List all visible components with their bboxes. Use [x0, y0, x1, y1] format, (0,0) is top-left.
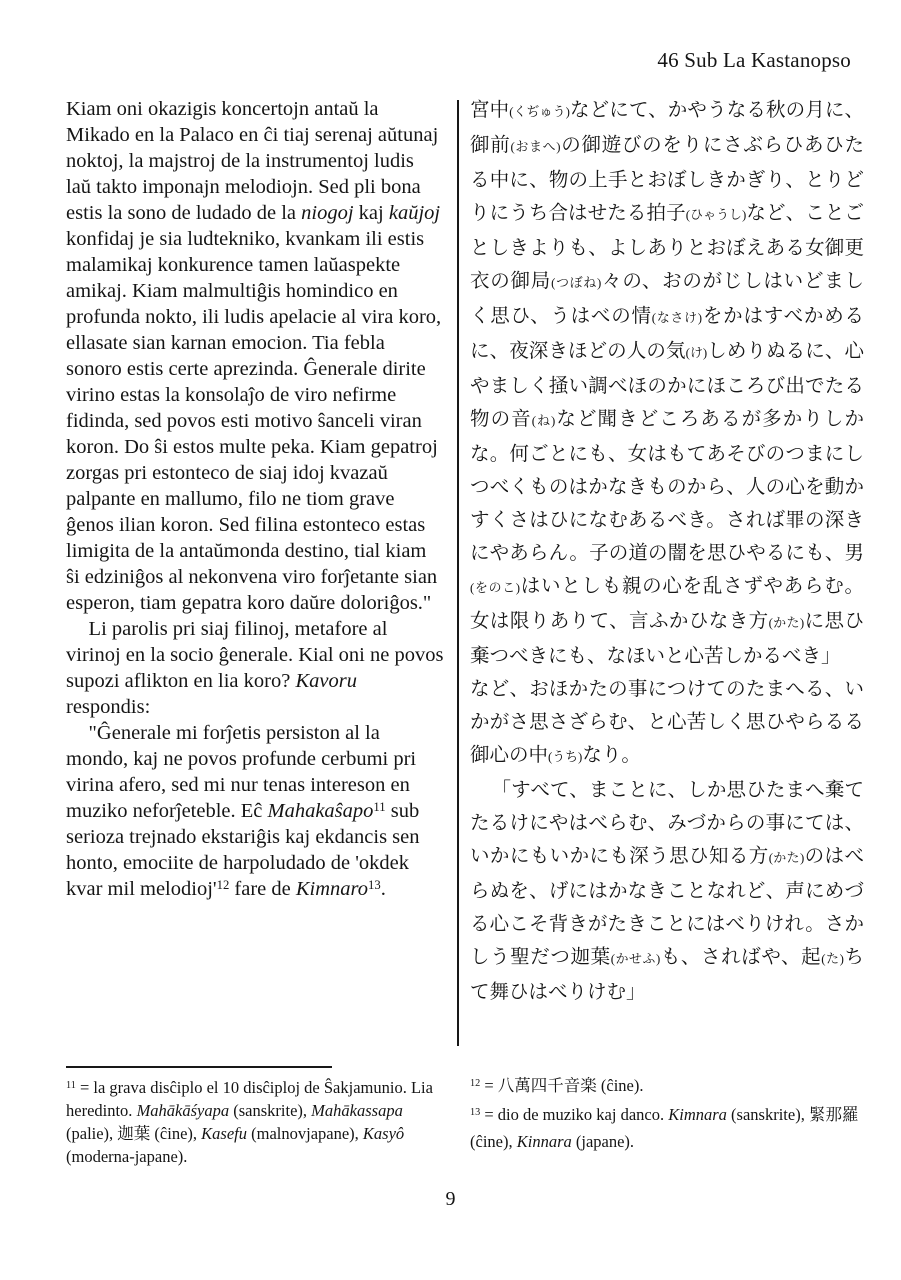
- paragraph: など、おほかたの事につけてのたまへる、いかがさ思さざらむ、と心苦しく思ひやらるる御心の中(うち)なり。: [470, 679, 864, 766]
- paragraph: 「すべて、まことに、しか思ひたまへ棄てたるけにやはべらむ、みづからの事にては、いかにもいかにも深う思ひ知る方(かた)のはべらぬを、げにはかなきことなれど、声にめづる心こそ背きがたきことにはべりけれ。さかしう聖だつ迦葉(かせふ)も、さればや、起(た)ちて舞ひはべりけむ」: [470, 780, 864, 1003]
- left-column-esperanto-text: [66, 96, 444, 902]
- paragraph: Kiam oni okazigis koncertojn antaŭ la Mikado en la Palaco en ĉi tiaj serenaj aŭtunaj noktoj, la majstroj de la instrumentoj ludis laŭ takto imponajn melodiojn. Sed pli bona estis la sono de ludado de la niogoj kaj kaŭjoj konfidaj je sia ludtekniko, kvankam ili estis malamikaj konkurence tamen laŭaspekte amikaj. Kiam malmultiĝis homindico en profunda nokto, ili ludis apelacie al vira koro, ellasate sian karnan emocion. Tia febla sonoro estis certe aprezinda. Ĝenerale dirite virino estas la konsolaĵo de viro nefirme fidinda, sed povos esti motivo ŝanceli viran koron. Do ŝi estos multe peka. Kiam gepatroj zorgas pri estonteco de siaj idoj kvazaŭ palpante en mallumo, filo ne tiom grave ĝenos ilian koron. Sed filina estonteco estas limigita de la antaŭmonda destino, tial kiam ŝi edziniĝos al nekonvena viro forĵetante sian esperon, tiam gepatra koro daŭre doloriĝos.": [66, 98, 442, 614]
- page-header: 46 Sub La Kastanopso: [657, 48, 851, 72]
- column-divider: [457, 100, 459, 1046]
- footnote-separator: [66, 1066, 332, 1068]
- footnotes-left: [66, 1076, 450, 1168]
- paragraph: "Ĝenerale mi forĵetis persiston al la mondo, kaj ne povos profunde cerbumi pri virina afero, sed mi nur tenas intereson en muziko neforĵeteble. Eĉ Mahakaŝapo$^{11}$ sub serioza trejnado ekstariĝis kaj ekdancis sen honto, emociite de harpoludado de 'okdek kvar mil $melodioj'^{12}$ fare de Kimnaro$^{13}$.: [66, 722, 420, 900]
- paragraph: 宮中(くぢゅう)などにて、かやうなる秋の月に、御前(おまへ)の御遊びのをりにさぶらひあひたる中に、物の上手とおぼしきかぎり、とりどりにうち合はせたる拍子(ひゃうし)など、ことごとしきよりも、よしありとおぼえある女御更衣の御局(つぼね)々の、おのがじしはいどましく思ひ、うはべの情(なさけ)をかはすべかめるに、夜深きほどの人の気(け)しめりぬるに、心やましく掻い調べほのかにほころび出でたる物の音(ね)など聞きどころあるが多かりしかな。何ごとにも、女はもてあそびのつまにしつべくものはかなきものから、人の心を動かすくさはひになむあるべき。されば罪の深きにやあらん。子の道の闇を思ひやるにも、男(をのこ)はいとしも親の心を乱さずやあらむ。女は限りありて、言ふかひなき方(かた)に思ひ棄つべきにも、なほいと心苦しかるべき」: [470, 100, 864, 667]
- right-column-japanese-text: [470, 94, 864, 1009]
- paragraph: $^{13}$ = dio de muziko kaj danco. Kimnara (sanskrite), 緊那羅 (ĉine), Kinnara (japane).: [470, 1104, 859, 1151]
- footnotes-right: [470, 1072, 872, 1157]
- paragraph: $^{12}$ = 八萬四千音楽 (ĉine).: [470, 1076, 644, 1095]
- paragraph: $^{11}$ = la grava disĉiplo el 10 disĉiploj de Ŝakjamunio. Lia heredinto. Mahākāśyapa (sanskrite), Mahākassapa (palie), 迦葉 (ĉine), Kasefu (malnovjapane), Kasyô (moderna-japane).: [66, 1078, 433, 1166]
- paragraph: Li parolis pri siaj filinoj, metafore al virinoj en la socio ĝenerale. Kial oni ne povos supozi aflikton en lia koro? Kavoru respondis:: [66, 618, 444, 718]
- page-number: 9: [445, 1188, 456, 1210]
